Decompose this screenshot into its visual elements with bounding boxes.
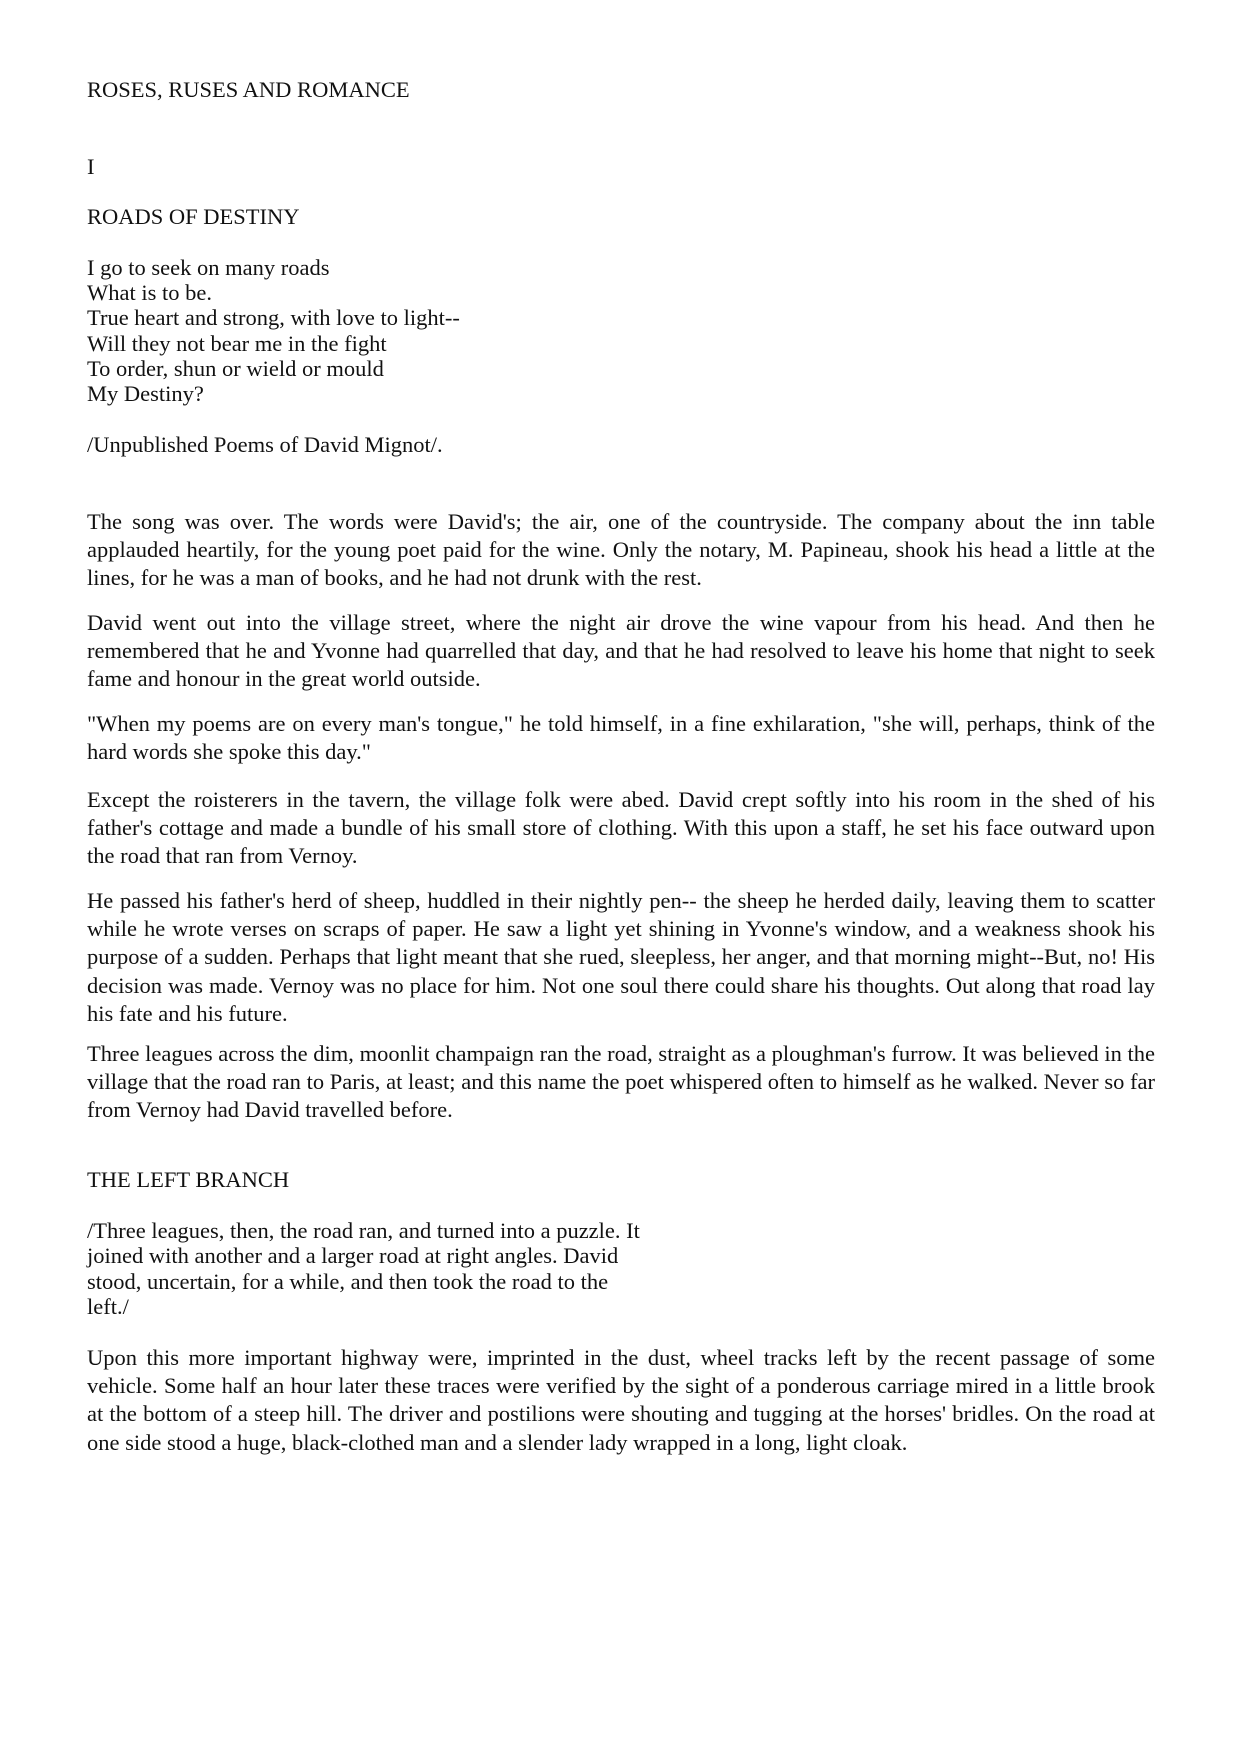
book-title: ROSES, RUSES AND ROMANCE — [87, 77, 410, 102]
passage-line: /Three leagues, then, the road ran, and turned into a puzzle. It — [87, 1218, 640, 1243]
paragraph: The song was over. The words were David's; the air, one of the countryside. The company about the inn table applauded heartily, for the young poet paid for the wine. Only the notary, M. Papineau, shook his head a little at the lines, for he was a man of books, and he had not drunk with the rest. — [87, 509, 1155, 591]
poem-line: I go to seek on many roads — [87, 255, 330, 280]
poem-line: What is to be. — [87, 280, 212, 305]
paragraph: "When my poems are on every man's tongue," he told himself, in a fine exhilaration, "she will, perhaps, think of the hard words she spoke this day." — [87, 711, 1155, 765]
poem-line: Will they not bear me in the fight — [87, 331, 387, 356]
section-heading: THE LEFT BRANCH — [87, 1167, 290, 1192]
story-title: ROADS OF DESTINY — [87, 204, 300, 229]
paragraph: He passed his father's herd of sheep, huddled in their nightly pen-- the sheep he herded daily, leaving them to scatter while he wrote verses on scraps of paper. He saw a light yet shining in Yvonne's window, and a weakness shook his purpose of a sudden. Perhaps that light meant that she rued, sleepless, her anger, and that morning might--But, no! His decision was made. Vernoy was no place for him. Not one soul there could share his thoughts. Out along that road lay his fate and his future. — [87, 888, 1155, 1026]
poem-line: My Destiny? — [87, 381, 204, 406]
paragraph: Except the roisterers in the tavern, the village folk were abed. David crept softly into his room in the shed of his father's cottage and made a bundle of his small store of clothing. With this upon a staff, he set his face outward upon the road that ran from Vernoy. — [87, 787, 1155, 869]
poem-attribution: /Unpublished Poems of David Mignot/. — [87, 432, 443, 457]
paragraph: David went out into the village street, where the night air drove the wine vapour from his head. And then he remembered that he and Yvonne had quarrelled that day, and that he had resolved to leave his home that night to seek fame and honour in the great world outside. — [87, 610, 1155, 692]
poem-line: True heart and strong, with love to light-- — [87, 305, 460, 330]
passage-line: left./ — [87, 1294, 129, 1319]
poem-line: To order, shun or wield or mould — [87, 356, 384, 381]
final-paragraph: Upon this more important highway were, imprinted in the dust, wheel tracks left by the recent passage of some vehicle. Some half an hour later these traces were verified by the sight of a ponderous carriage mired in a little brook at the bottom of a steep hill. The driver and postilions were shouting and tugging at the horses' bridles. On the road at one side stood a huge, black-clothed man and a slender lady wrapped in a long, light cloak. — [87, 1345, 1155, 1455]
passage-line: joined with another and a larger road at right angles. David — [87, 1243, 619, 1268]
part-number: I — [87, 154, 95, 179]
paragraph: Three leagues across the dim, moonlit champaign ran the road, straight as a ploughman's furrow. It was believed in the village that the road ran to Paris, at least; and this name the poet whispered often to himself as he walked. Never so far from Vernoy had David travelled before. — [87, 1041, 1155, 1123]
passage-line: stood, uncertain, for a while, and then took the road to the — [87, 1269, 609, 1294]
